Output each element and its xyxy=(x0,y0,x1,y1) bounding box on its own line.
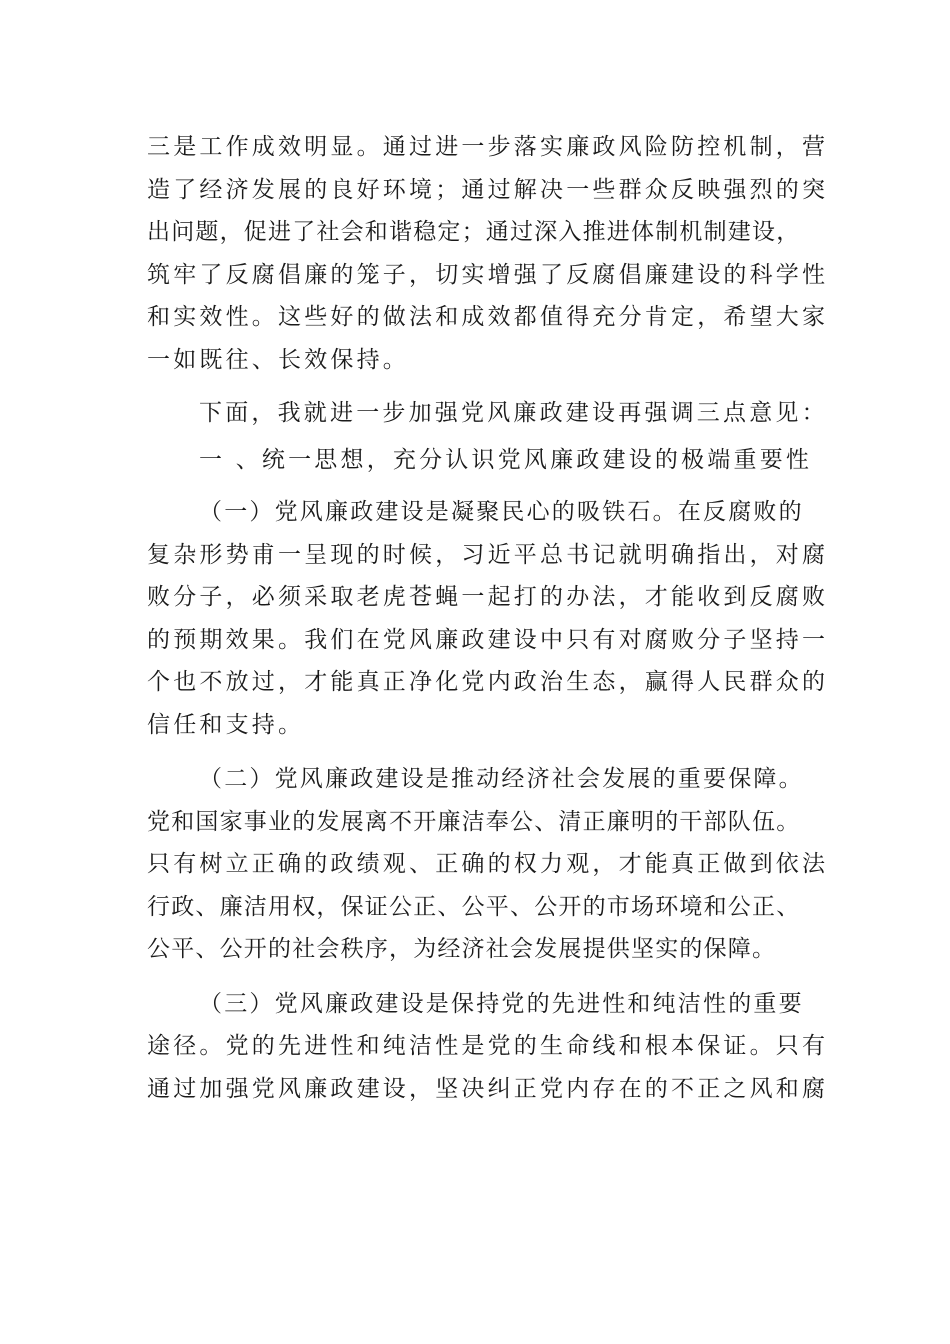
text-line: 一 、统一思想，充分认识党风廉政建设的极端重要性 xyxy=(199,446,813,473)
text-line: （二）党风廉政建设是推动经济社会发展的重要保障。 xyxy=(199,766,804,792)
text-line: 个也不放过，才能真正净化党内政治生态，赢得人民群众的 xyxy=(147,669,829,695)
text-line: 的预期效果。我们在党风廉政建设中只有对腐败分子坚持一 xyxy=(147,626,829,653)
paragraph-point-one xyxy=(147,491,829,746)
text-line: 败分子，必须采取老虎苍蝇一起打的办法，才能收到反腐败 xyxy=(147,584,829,610)
text-line: 通过加强党风廉政建设，坚决纠正党内存在的不正之风和腐 xyxy=(147,1075,829,1102)
text-line: 和实效性。这些好的做法和成效都值得充分肯定，希望大家 xyxy=(147,304,829,330)
text-line: （三）党风廉政建设是保持党的先进性和纯洁性的重要 xyxy=(199,990,804,1017)
text-line: （一）党风廉政建设是凝聚民心的吸铁石。在反腐败的 xyxy=(199,499,804,525)
section-heading-one xyxy=(147,439,813,482)
text-line: 三是工作成效明显。通过进一步落实廉政风险防控机制，营 xyxy=(147,134,829,160)
paragraph-work-results xyxy=(147,126,829,381)
text-line: 只有树立正确的政绩观、正确的权力观，才能真正做到依法 xyxy=(147,851,829,877)
paragraph-intro xyxy=(147,392,828,435)
text-line: 信任和支持。 xyxy=(147,711,305,738)
paragraph-point-three xyxy=(147,983,829,1111)
text-line: 复杂形势甫一呈现的时候，习近平总书记就明确指出，对腐 xyxy=(147,541,829,568)
text-line: 出问题，促进了社会和谐稳定；通过深入推进体制机制建设， xyxy=(147,219,801,245)
text-line: 党和国家事业的发展离不开廉洁奉公、清正廉明的干部队伍。 xyxy=(147,808,801,835)
text-line: 造了经济发展的良好环境；通过解决一些群众反映强烈的突 xyxy=(147,176,829,203)
text-line: 公平、公开的社会秩序，为经济社会发展提供坚实的保障。 xyxy=(147,936,777,962)
text-line: 途径。党的先进性和纯洁性是党的生命线和根本保证。只有 xyxy=(147,1033,829,1059)
text-line: 筑牢了反腐倡廉的笼子，切实增强了反腐倡廉建设的科学性 xyxy=(147,261,829,288)
document-page xyxy=(147,126,829,1110)
text-line: 行政、廉洁用权，保证公正、公平、公开的市场环境和公正、 xyxy=(147,893,801,920)
text-line: 下面，我就进一步加强党风廉政建设再强调三点意见： xyxy=(199,400,828,426)
text-line: 一如既往、长效保持。 xyxy=(147,346,409,373)
paragraph-point-two xyxy=(147,758,829,971)
